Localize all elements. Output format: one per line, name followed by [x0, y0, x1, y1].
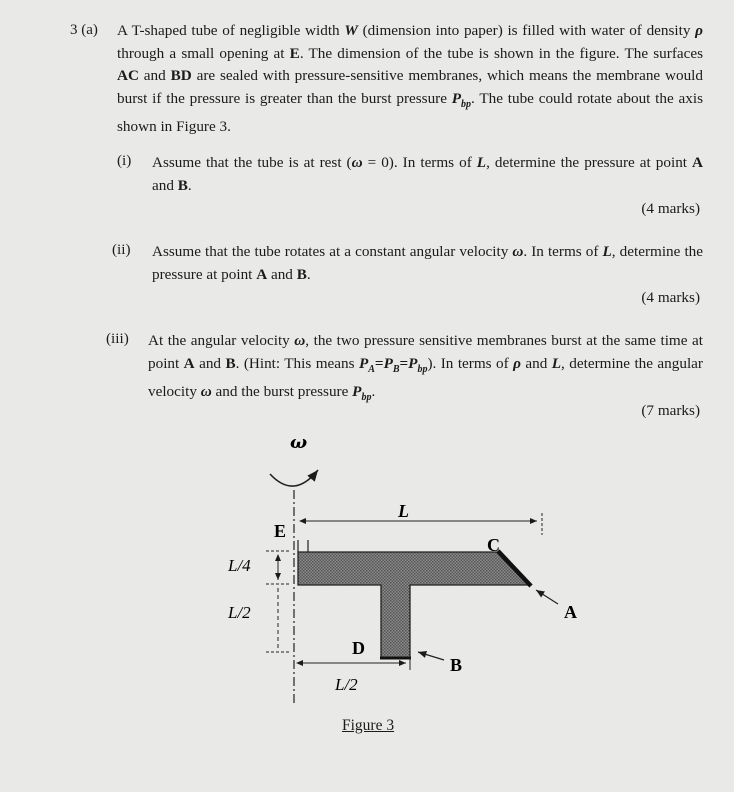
part-ii-marks: (4 marks)	[641, 289, 700, 306]
part-i-label: (i)	[117, 152, 132, 169]
part-i-marks: (4 marks)	[641, 200, 700, 217]
part-iii-text: At the angular velocity ω, the two pressure sensitive membranes burst at the same time at point A and B. (Hint: This means $P_A=P_B=P_{bp}$). In terms of ρ and L, determine the angular velocity ω and the burst pressure $P_{bp}$.	[148, 332, 703, 404]
part-iii-marks: (7 marks)	[641, 402, 700, 419]
part-ii-text: Assume that the tube rotates at a constant angular velocity ω. In terms of L, determine the pressure at point A and B.	[152, 243, 704, 283]
question-intro: A T-shaped tube of negligible width W (dimension into paper) is filled with water of density ρ through a small opening at E. The dimension of the tube is shown in the figure. The surfaces AC and BD are sealed with pressure-sensitive membranes, which means the membrane would burst if the pressure is greater than the burst pressure $P_{bp}$. The tube could rotate about the axis shown in Figure 3.	[117, 22, 704, 136]
label-L2-left: L/2	[228, 603, 251, 622]
figure-caption: Figure 3	[342, 717, 395, 734]
label-L2-bottom: L/2	[335, 675, 358, 694]
part-ii-label: (ii)	[112, 241, 131, 258]
label-L4: L/4	[228, 556, 251, 575]
label-E: E	[274, 521, 287, 541]
question-number: 3 (a)	[70, 22, 98, 38]
part-i-text: Assume that the tube is at rest (ω = 0). In terms of L, determine the pressure at point A and B.	[152, 154, 703, 194]
omega-label: ω	[290, 432, 308, 453]
part-iii-label: (iii)	[106, 330, 129, 347]
label-B: B	[450, 655, 463, 675]
rotation-arrow	[270, 470, 318, 486]
label-C: C	[487, 535, 500, 555]
label-A: A	[564, 602, 577, 622]
arrow-B	[418, 652, 444, 660]
label-L-top: L	[398, 501, 409, 521]
t-tube	[298, 552, 530, 658]
arrow-A	[536, 590, 558, 604]
label-D: D	[352, 638, 365, 658]
